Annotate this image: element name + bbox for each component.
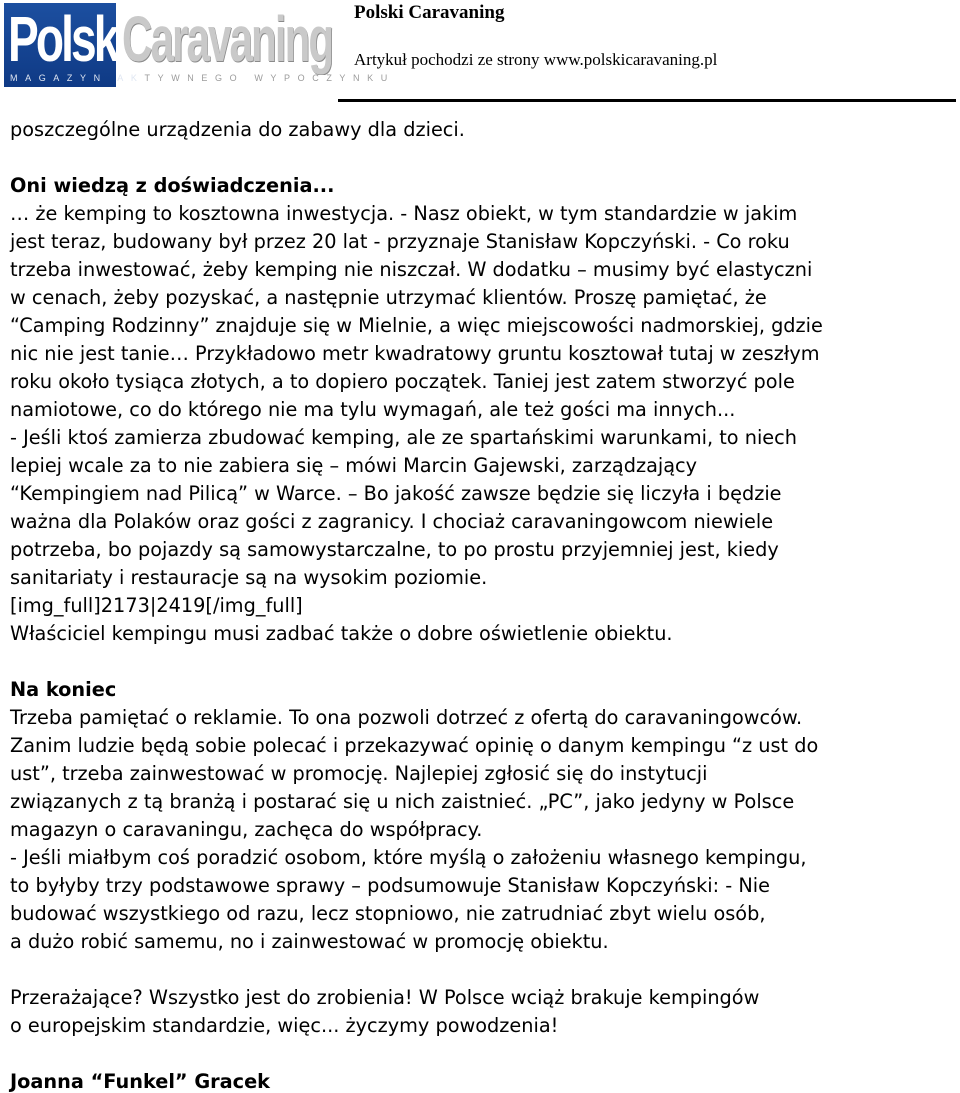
paragraph-line: Trzeba pamiętać o reklamie. To ona pozwoli dotrzeć z ofertą do caravaningowców.: [10, 706, 803, 729]
blank-line: [10, 648, 956, 676]
paragraph-line: to byłyby trzy podstawowe sprawy – podsumowuje Stanisław Kopczyński: - Nie: [10, 874, 770, 897]
logo-word-polski: Polski: [8, 3, 127, 75]
blank-line: [10, 1040, 956, 1068]
section-heading: Na koniec: [10, 678, 117, 701]
paragraph-line: budować wszystkiego od razu, lecz stopniowo, nie zatrudniać zbyt wielu osób,: [10, 902, 766, 925]
paragraph-line: roku około tysiąca złotych, a to dopiero początek. Taniej jest zatem stworzyć pole: [10, 370, 795, 393]
paragraph-line: nic nie jest tanie… Przykładowo metr kwadratowy gruntu kosztował tutaj w zeszłym: [10, 342, 820, 365]
logo-word-caravaning: Caravaning: [122, 3, 333, 75]
paragraph-line: ust”, trzeba zainwestować w promocję. Najlepiej zgłosić się do instytucji: [10, 762, 708, 785]
paragraph-line: Zanim ludzie będą sobie polecać i przekazywać opinię o danym kempingu “z ust do: [10, 734, 819, 757]
image-caption: Właściciel kempingu musi zadbać także o dobre oświetlenie obiektu.: [10, 622, 673, 645]
paragraph-line: … że kemping to kosztowna inwestycja. - Nasz obiekt, w tym standardzie w jakim: [10, 202, 798, 225]
paragraph-line: “Kempingiem nad Pilicą” w Warce. – Bo jakość zawsze będzie się liczyła i będzie: [10, 482, 782, 505]
header-divider: [338, 99, 956, 102]
paragraph-line: związanych z tą branżą i postarać się u nich zaistnieć. „PC”, jako jedyny w Polsce: [10, 790, 795, 813]
paragraph-line: - Jeśli ktoś zamierza zbudować kemping, ale ze spartańskimi warunkami, to niech: [10, 426, 797, 449]
logo-tagline-part-1: MAGAZYN AK: [10, 73, 145, 83]
paragraph-line: namiotowe, co do którego nie ma tylu wymagań, ale też gości ma innych...: [10, 398, 736, 421]
paragraph-line: lepiej wcale za to nie zabiera się – mówi Marcin Gajewski, zarządzający: [10, 454, 698, 477]
image-placeholder-code: [img_full]2173|2419[/img_full]: [10, 594, 303, 617]
paragraph-line: o europejskim standardzie, więc... życzymy powodzenia!: [10, 1014, 559, 1037]
polski-caravaning-logo: [4, 3, 395, 91]
paragraph-line: jest teraz, budowany był przez 20 lat - przyznaje Stanisław Kopczyński. - Co roku: [10, 230, 790, 253]
paragraph-line: ważna dla Polaków oraz gości z zagranicy. I chociaż caravaningowcom niewiele: [10, 510, 774, 533]
paragraph-line: - Jeśli miałbym coś poradzić osobom, które myślą o założeniu własnego kempingu,: [10, 846, 807, 869]
paragraph-line: potrzeba, bo pojazdy są samowystarczalne, to po prostu przyjemniej jest, kiedy: [10, 538, 779, 561]
article-body: [10, 116, 956, 1093]
paragraph-line: a dużo robić samemu, no i zainwestować w promocję obiektu.: [10, 930, 609, 953]
site-title: Polski Caravaning: [354, 2, 505, 23]
author-byline: Joanna “Funkel” Gracek: [10, 1070, 270, 1093]
paragraph-line: poszczególne urządzenia do zabawy dla dzieci.: [10, 118, 465, 141]
paragraph-line: magazyn o caravaningu, zachęca do współpracy.: [10, 818, 483, 841]
section-heading: Oni wiedzą z doświadczenia...: [10, 174, 335, 197]
blank-line: [10, 956, 956, 984]
blank-line: [10, 144, 956, 172]
paragraph-line: “Camping Rodzinny” znajduje się w Mielnie, a więc miejscowości nadmorskiej, gdzie: [10, 314, 823, 337]
paragraph-line: Przerażające? Wszystko jest do zrobienia! W Polsce wciąż brakuje kempingów: [10, 986, 760, 1009]
paragraph-line: sanitariaty i restauracje są na wysokim poziomie.: [10, 566, 488, 589]
page-header: [0, 0, 960, 102]
paragraph-line: trzeba inwestować, żeby kemping nie niszczał. W dodatku – musimy być elastyczni: [10, 258, 813, 281]
logo-tagline-part-2: TYWNEGO WYPOCZYNKU: [144, 73, 395, 83]
logo-tagline: [10, 73, 395, 83]
source-line: Artykuł pochodzi ze strony www.polskicaravaning.pl: [354, 50, 718, 69]
paragraph-line: w cenach, żeby pozyskać, a następnie utrzymać klientów. Proszę pamiętać, że: [10, 286, 767, 309]
